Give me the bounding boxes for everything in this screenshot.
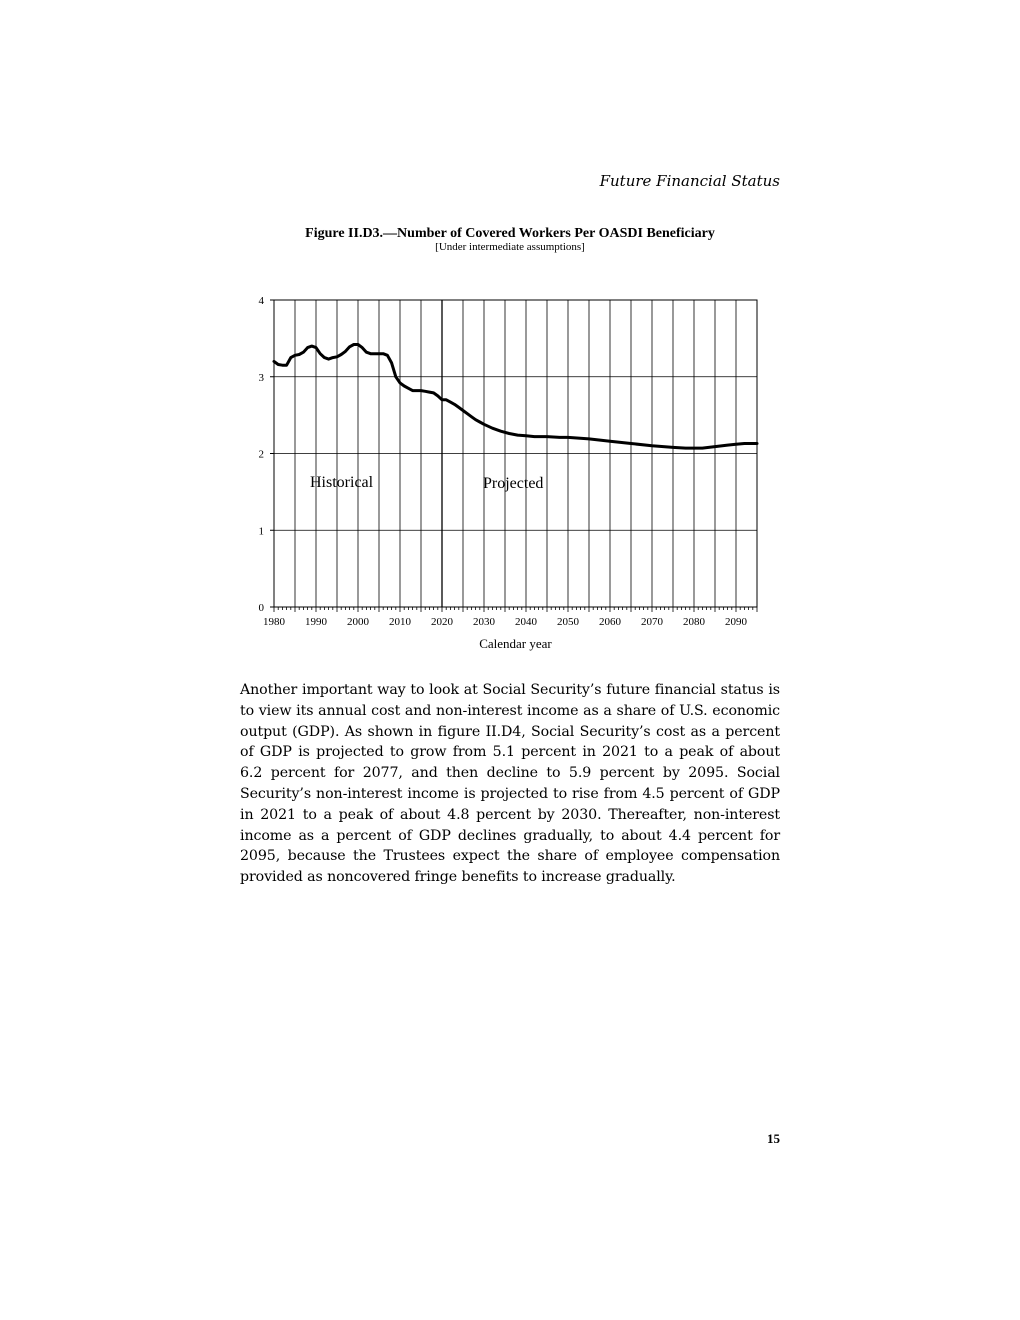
x-axis-label: Calendar year [479,636,552,651]
x-tick-label: 2050 [557,616,579,628]
x-tick-label: 2070 [641,616,663,628]
x-tick-label: 2030 [473,616,495,628]
x-tick-label: 2000 [347,616,369,628]
page-number: 15 [767,1131,780,1146]
figure-subtitle: [Under intermediate assumptions] [435,241,585,253]
y-tick-label: 1 [258,525,264,538]
figure-title: Figure II.D3.—Number of Covered Workers Per OASDI Beneficiary [305,226,715,241]
x-tick-label: 1980 [263,616,285,628]
annotation-projected: Projected [483,475,544,492]
x-tick-label: 2060 [599,616,621,628]
axis-ticks [270,300,757,612]
x-tick-label: 2010 [389,616,411,628]
axis-labels [259,295,748,628]
running-head: Future Financial Status [599,172,780,190]
y-tick-label: 4 [258,295,264,307]
y-tick-label: 3 [258,371,264,384]
body-paragraph: Another important way to look at Social Security’s future financial status is to view its annual cost and non-interest income as a share of U.S. economic output (GDP). As shown in figure II.D4, Social Security’s cost as a percent of GDP is projected to grow from 5.1 percent in 2021 to a peak of about 6.2 percent for 2077, and then decline to 5.9 percent by 2095. Social Security’s non-interest income is projected to rise from 4.5 percent of GDP in 2021 to a peak of about 4.8 percent by 2030. Thereafter, non-interest income as a percent of GDP declines gradually, to about 4.4 percent for 2095, because the Trustees expect the share of employee compensation provided as noncovered fringe benefits to increase gradually. [240,682,780,886]
x-tick-label: 2040 [515,616,537,628]
series-line-0 [274,345,757,449]
y-tick-label: 2 [258,448,264,461]
annotation-historical: Historical [310,474,374,491]
series-layer [274,345,757,449]
x-tick-label: 2080 [683,616,705,628]
x-tick-label: 2090 [725,616,747,628]
y-tick-label: 0 [258,602,264,614]
x-tick-label: 2020 [431,616,453,628]
x-tick-label: 1990 [305,616,327,628]
grid [274,300,757,607]
